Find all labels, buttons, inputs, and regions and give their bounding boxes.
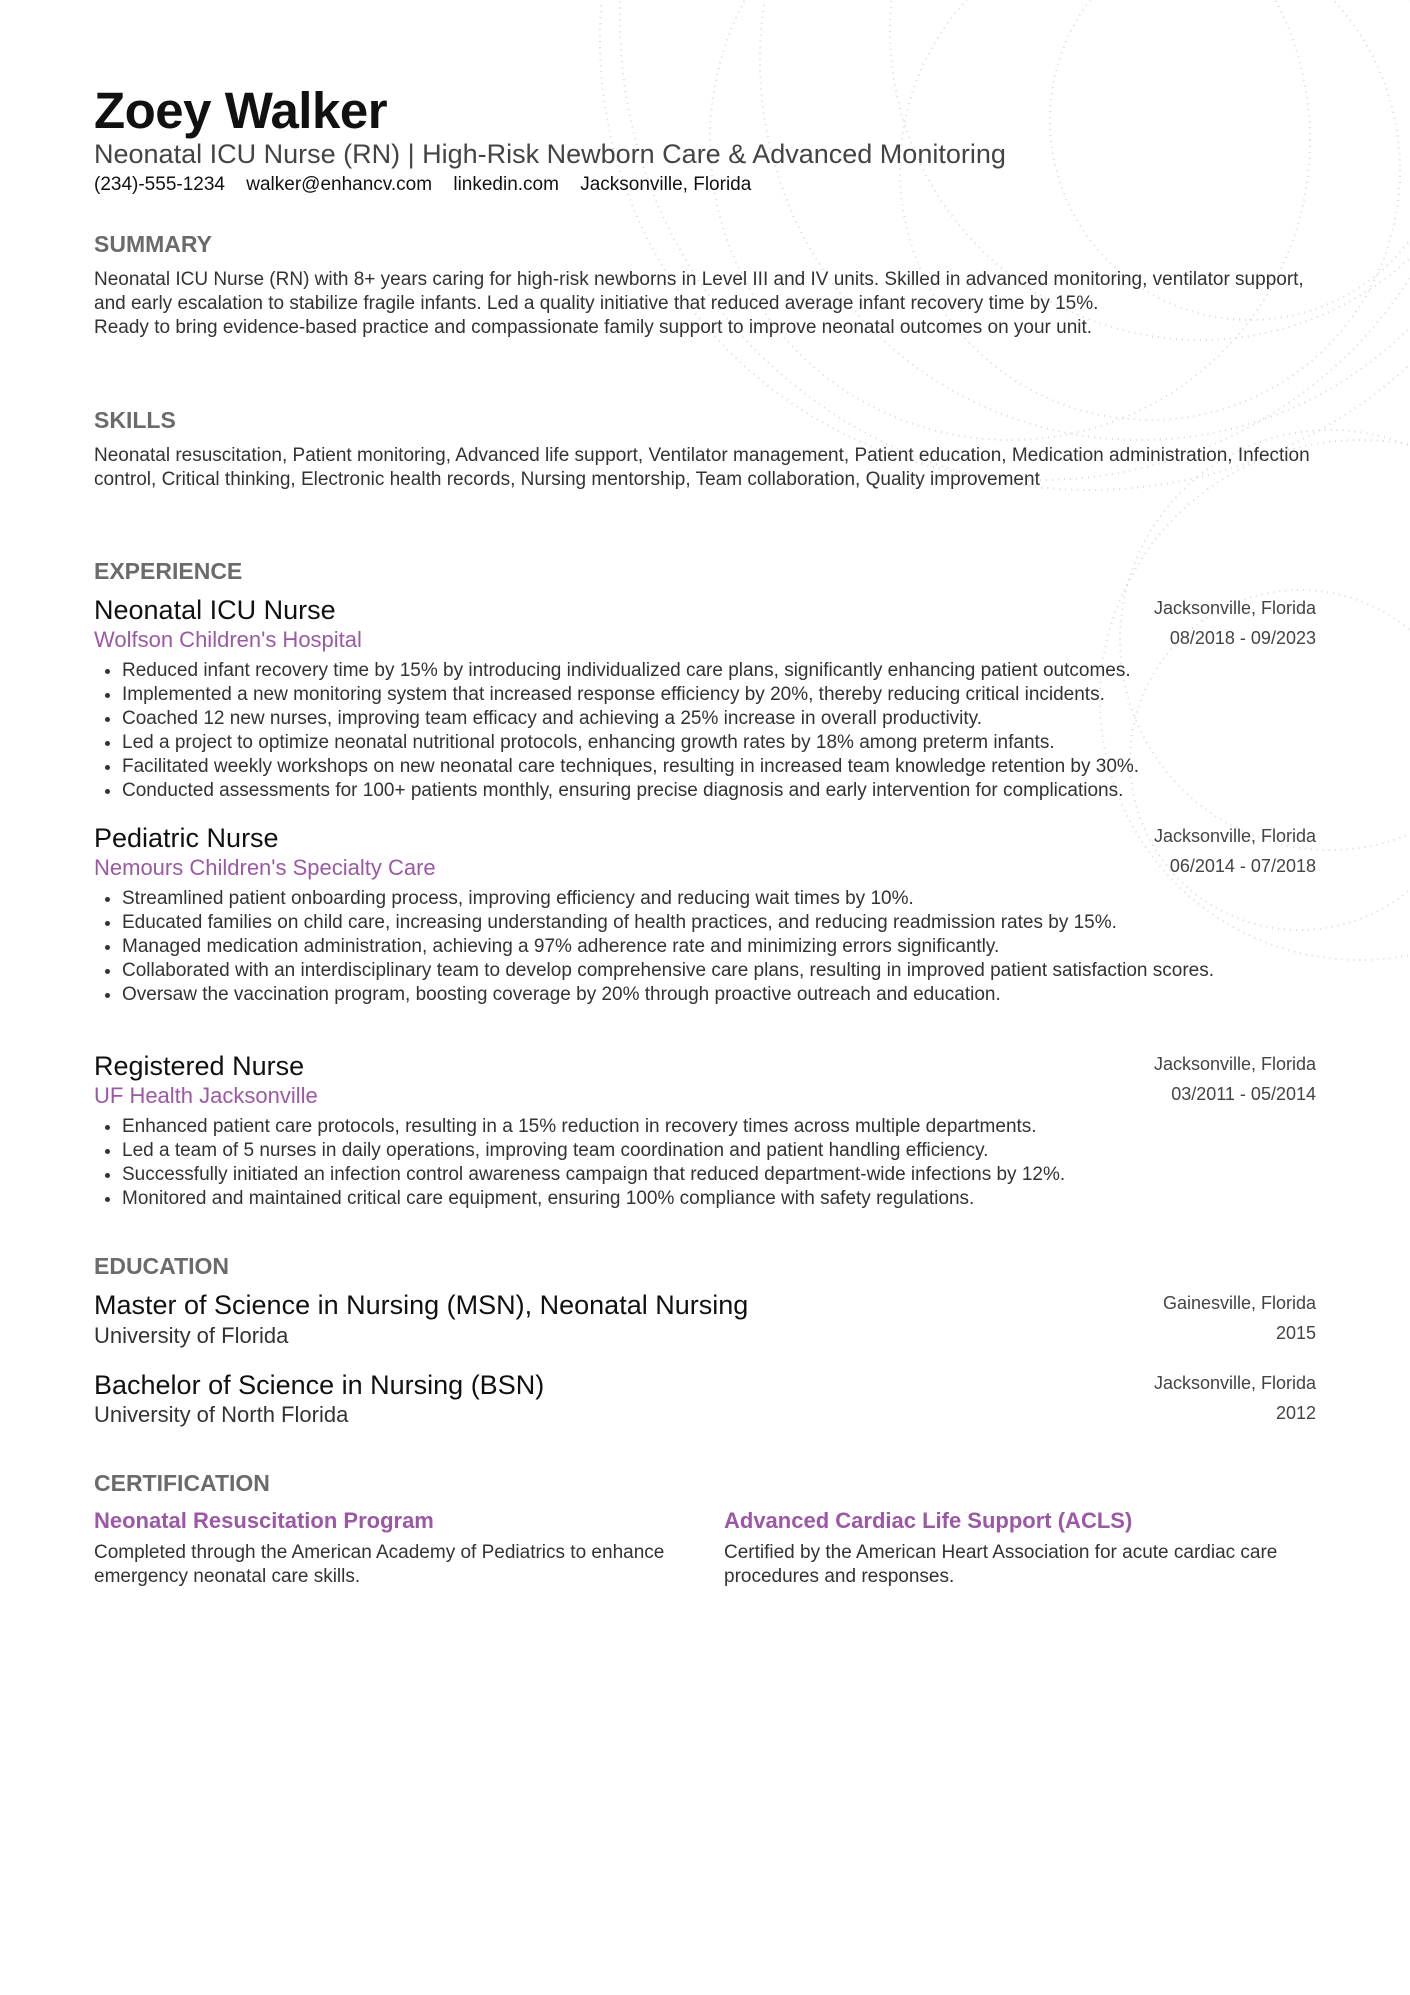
job-bullet: • Led a project to optimize neonatal nutritional protocols, enhancing growth rates by 18% among preterm infants. (122, 731, 1316, 755)
skills-list: Neonatal resuscitation, Patient monitoring, Advanced life support, Ventilator management, Patient education, Medication administration, Infection control, Critical thinking, Electronic health records, Nursing mentorship, Team collaboration, Quality improvement (94, 445, 1310, 490)
job-bullet: • Educated families on child care, increasing understanding of health practices, and reducing readmission rates by 15%. (122, 911, 1316, 935)
company-name: Nemours Children's Specialty Care (94, 855, 436, 880)
job-bullet: • Streamlined patient onboarding process, improving efficiency and reducing wait times by 10%. (122, 887, 1316, 911)
school-name: University of Florida (94, 1323, 289, 1348)
job-bullets (94, 659, 1316, 803)
job-location: Jacksonville, Florida (1153, 598, 1316, 618)
job-bullet: • Reduced infant recovery time by 15% by introducing individualized care plans, significantly enhancing patient outcomes. (122, 659, 1316, 683)
job-bullets (94, 1115, 1316, 1211)
company-name: UF Health Jacksonville (94, 1083, 318, 1108)
job-title: Registered Nurse (94, 1051, 305, 1081)
company-name: Wolfson Children's Hospital (94, 627, 362, 652)
job-title: Neonatal ICU Nurse (94, 595, 336, 625)
summary-heading: SUMMARY (94, 231, 212, 257)
degree: Bachelor of Science in Nursing (BSN) (94, 1370, 545, 1400)
education-heading: EDUCATION (94, 1253, 230, 1279)
job-location: Jacksonville, Florida (1153, 1054, 1316, 1074)
contact-line (94, 173, 767, 197)
phone: (234)-555-1234 (94, 174, 225, 195)
certification-name: Neonatal Resuscitation Program (94, 1508, 434, 1533)
job-bullet: • Implemented a new monitoring system that increased response efficiency by 20%, thereby reducing critical incidents. (122, 683, 1316, 707)
skills-heading: SKILLS (94, 407, 176, 433)
job-dates: 06/2014 - 07/2018 (1169, 856, 1316, 876)
education-year: 2015 (1275, 1323, 1316, 1343)
certification-description: Certified by the American Heart Association for acute cardiac care procedures and responses. (724, 1542, 1278, 1587)
job-title: Pediatric Nurse (94, 823, 279, 853)
education-location: Gainesville, Florida (1162, 1293, 1316, 1313)
job-bullet: • Facilitated weekly workshops on new neonatal care techniques, resulting in increased team knowledge retention by 30%. (122, 755, 1316, 779)
job-dates: 08/2018 - 09/2023 (1169, 628, 1316, 648)
job-location: Jacksonville, Florida (1153, 826, 1316, 846)
job-bullet: • Collaborated with an interdisciplinary team to develop comprehensive care plans, resulting in improved patient satisfaction scores. (122, 959, 1316, 983)
summary-paragraph-2: Ready to bring evidence-based practice and compassionate family support to improve neonatal outcomes on your unit. (94, 317, 1093, 338)
job-bullets (94, 887, 1316, 1007)
certification-heading: CERTIFICATION (94, 1470, 270, 1496)
location: Jacksonville, Florida (580, 174, 752, 195)
job-bullet: • Led a team of 5 nurses in daily operations, improving team coordination and patient handling efficiency. (122, 1139, 1316, 1163)
headline: Neonatal ICU Nurse (RN) | High-Risk Newborn Care & Advanced Monitoring (94, 139, 1006, 169)
job-bullet: • Monitored and maintained critical care equipment, ensuring 100% compliance with safety regulations. (122, 1187, 1316, 1211)
certification-name: Advanced Cardiac Life Support (ACLS) (724, 1508, 1133, 1533)
summary-paragraph-1: Neonatal ICU Nurse (RN) with 8+ years caring for high-risk newborns in Level III and IV units. Skilled in advanced monitoring, ventilator support, and early escalation to stabilize fragile infants. Led a quality initiative that reduced average infant recovery time by 15%. (94, 269, 1304, 314)
job-bullet: • Conducted assessments for 100+ patients monthly, ensuring precise diagnosis and early intervention for complications. (122, 779, 1316, 803)
email-link[interactable]: walker@enhancv.com (246, 174, 433, 195)
job-bullet: • Oversaw the vaccination program, boosting coverage by 20% through proactive outreach and education. (122, 983, 1316, 1007)
degree: Master of Science in Nursing (MSN), Neonatal Nursing (94, 1290, 749, 1320)
education-location: Jacksonville, Florida (1153, 1373, 1316, 1393)
candidate-name: Zoey Walker (94, 82, 388, 139)
summary-body (94, 268, 1316, 340)
job-dates: 03/2011 - 05/2014 (1171, 1084, 1316, 1104)
job-bullet: • Managed medication administration, achieving a 97% adherence rate and minimizing errors significantly. (122, 935, 1316, 959)
job-bullet: • Coached 12 new nurses, improving team efficacy and achieving a 25% increase in overall productivity. (122, 707, 1316, 731)
experience-heading: EXPERIENCE (94, 558, 243, 584)
school-name: University of North Florida (94, 1402, 349, 1427)
education-year: 2012 (1275, 1403, 1316, 1423)
certification-description: Completed through the American Academy of Pediatrics to enhance emergency neonatal care skills. (94, 1542, 665, 1587)
linkedin-link[interactable]: linkedin.com (453, 174, 559, 195)
job-bullet: • Enhanced patient care protocols, resulting in a 15% reduction in recovery times across multiple departments. (122, 1115, 1316, 1139)
job-bullet: • Successfully initiated an infection control awareness campaign that reduced department-wide infections by 12%. (122, 1163, 1316, 1187)
